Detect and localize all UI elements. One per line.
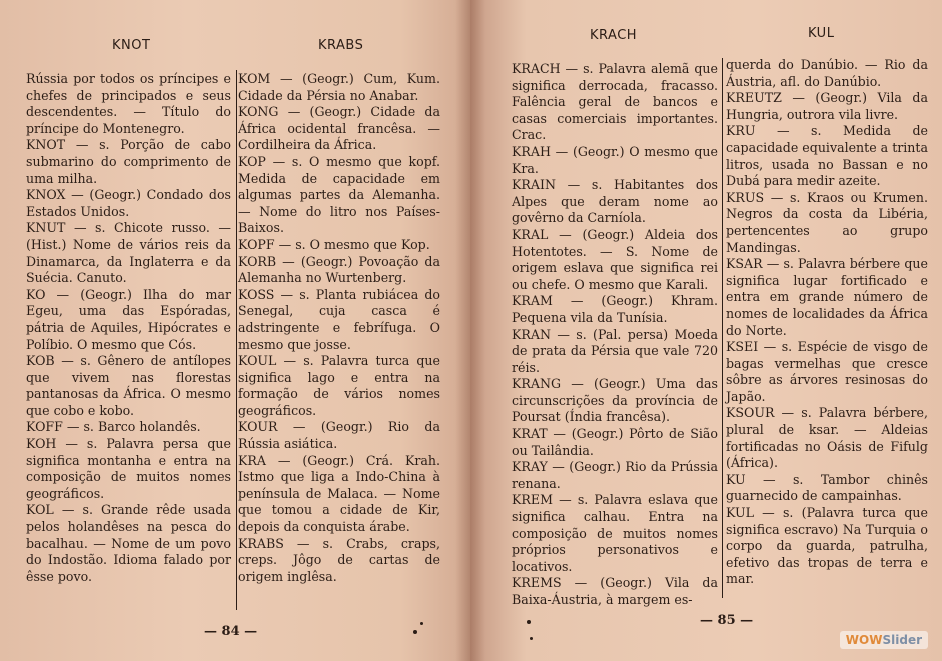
dictionary-entry: KSAR — s. Palavra bérbere que significa lugar fortificado e entra em grande número de nomes de localidades da África do Norte.	[726, 256, 928, 338]
dictionary-entry: KOUR — (Geogr.) Rio da Rússia asiática.	[238, 419, 440, 452]
left-page	[0, 0, 470, 661]
right-header-first-word: KRACH	[590, 28, 638, 43]
dictionary-entry: KOP — s. O mesmo que kopf. Medida de capacidade em algumas partes da Alemanha.— Nome do litro nos Países-Baixos.	[238, 153, 440, 236]
dictionary-entry: Rússia por todos os príncipes e chefes de principados e seus descendentes. — Título do príncipe do Montenegro.	[26, 71, 231, 136]
dictionary-entry: KNUT — s. Chicote russo. — (Hist.) Nome de vários reis da Dinamarca, da Inglaterra e da Suécia. Canuto.	[26, 220, 231, 286]
dictionary-entry: KRUS — s. Kraos ou Krumen. Negros da costa da Libéria, pertencentes ao grupo Mandingas.	[726, 189, 928, 255]
dictionary-entry: KNOX — (Geogr.) Condado dos Estados Unidos.	[26, 187, 231, 219]
right-page	[470, 0, 942, 661]
right-page-column-2	[726, 57, 928, 588]
dictionary-entry: KRACH — s. Palavra alemã que significa derrocada, fracasso. Falência geral de bancos e casas comerciais importantes. Crac.	[512, 61, 718, 143]
left-header-first-word: KNOT	[112, 38, 151, 53]
dictionary-entry: KOSS — s. Planta rubiácea do Senegal, cuja casca é adstringente e febrífuga. O mesmo que josse.	[238, 286, 440, 352]
dictionary-entry: KOM — (Geogr.) Cum, Kum. Cidade da Pérsia no Anabar.	[238, 71, 440, 103]
watermark-text-slider: Slider	[882, 633, 922, 647]
right-page-number: — 85 —	[700, 613, 754, 628]
dictionary-entry: KRAT — (Geogr.) Pôrto de Sião ou Tailândia.	[512, 426, 718, 458]
dictionary-entry: KRAH — (Geogr.) O mesmo que Kra.	[512, 143, 718, 176]
left-page-column-rule	[236, 70, 237, 610]
right-page-column-1	[512, 61, 718, 609]
left-header-last-word: KRABS	[318, 38, 364, 53]
print-speck	[420, 622, 423, 625]
dictionary-entry: KRANG — (Geogr.) Uma das circunscrições da província de Poursat (Índia francêsa).	[512, 376, 718, 425]
dictionary-entry: KOUL — s. Palavra turca que significa lago e entra na formação de vários nomes geográficos.	[238, 353, 440, 418]
dictionary-entry: KSOUR — s. Palavra bérbere, plural de ksar. — Aldeias fortificadas no Oásis de Fifulg (África).	[726, 405, 928, 471]
print-speck	[530, 637, 533, 640]
print-speck	[413, 630, 417, 634]
dictionary-entry: KSEI — s. Espécie de visgo de bagas vermelhas que cresce sôbre as árvores resinosas do Japão.	[726, 339, 928, 404]
dictionary-entry: KRAN — s. (Pal. persa) Moeda de prata da Pérsia que vale 720 réis.	[512, 326, 718, 375]
dictionary-entry: KUL — s. (Palavra turca que significa escravo) Na Turquia o corpo da guarda, patrulha, efetivo das tropas de terra e mar.	[726, 505, 928, 587]
dictionary-entry: KOPF — s. O mesmo que Kop.	[238, 236, 430, 252]
dictionary-entry: KRABS — s. Crabs, craps, creps. Jôgo de cartas de origem inglêsa.	[238, 535, 440, 584]
right-header-last-word: KUL	[808, 26, 835, 41]
dictionary-entry: KOH — s. Palavra persa que significa montanha e entra na composição de muitos nomes geográficos.	[26, 436, 231, 501]
left-page-column-2	[238, 71, 440, 585]
wowslider-watermark-logo	[840, 631, 928, 649]
dictionary-entry: KRU — s. Medida de capacidade equivalente a trinta litros, usada no Bassan e no Dubá para medir azeite.	[726, 123, 928, 189]
dictionary-entry: KU — s. Tambor chinês guarnecido de campainhas.	[726, 471, 928, 504]
dictionary-entry: KRAL — (Geogr.) Aldeia dos Hotentotes. — S. Nome de origem eslava que significa rei ou chefe. O mesmo que Karali.	[512, 226, 718, 292]
dictionary-entry: KONG — (Geogr.) Cidade da África ocidental francêsa. — Cordilheira da África.	[238, 104, 440, 153]
dictionary-entry: KORB — (Geogr.) Povoação da Alemanha no Wurtenberg.	[238, 253, 440, 286]
dictionary-entry: KREUTZ — (Geogr.) Vila da Hungria, outrora vila livre.	[726, 90, 928, 122]
dictionary-entry: KOL — s. Grande rêde usada pelos holandêses na pesca do bacalhau. — Nome de um povo do Indostão. Idioma falado por êsse povo.	[26, 502, 231, 584]
dictionary-entry: KNOT — s. Porção de cabo submarino do comprimento de uma milha.	[26, 137, 231, 186]
print-speck	[527, 620, 531, 624]
book-gutter-shadow	[455, 0, 485, 661]
dictionary-entry: KREM — s. Palavra eslava que significa calhau. Entra na composição de muitos nomes próprios personativos e locativos.	[512, 492, 718, 574]
dictionary-entry: KO — (Geogr.) Ilha do mar Egeu, uma das Espóradas, pátria de Aquiles, Hipócrates e Políbio. O mesmo que Cós.	[26, 286, 231, 352]
watermark-text-wow: WOW	[845, 633, 883, 647]
dictionary-entry: KRAM — (Geogr.) Khram. Pequena vila da Tunísia.	[512, 293, 718, 325]
dictionary-entry: KOB — s. Gênero de antílopes que vivem nas florestas pantanosas da África. O mesmo que cobo e kobo.	[26, 353, 231, 418]
left-page-number: — 84 —	[204, 624, 258, 639]
dictionary-entry: KREMS — (Geogr.) Vila da Baixa-Áustria, à margem es-	[512, 575, 718, 607]
dictionary-entry: querda do Danúbio. — Rio da Áustria, afl. do Danúbio.	[726, 57, 928, 89]
right-page-column-rule	[722, 58, 723, 598]
dictionary-entry: KRA — (Geogr.) Crá. Krah. Istmo que liga a Indo-China à península de Malaca. — Nome que tomou a cidade de Kir, depois da conquista árabe.	[238, 452, 440, 535]
dictionary-entry: KRAIN — s. Habitantes dos Alpes que deram nome ao govêrno da Carníola.	[512, 177, 718, 226]
dictionary-entry: KOFF — s. Barco holandês.	[26, 419, 201, 435]
dictionary-entry: KRAY — (Geogr.) Rio da Prússia renana.	[512, 459, 718, 491]
left-page-column-1	[26, 71, 231, 585]
